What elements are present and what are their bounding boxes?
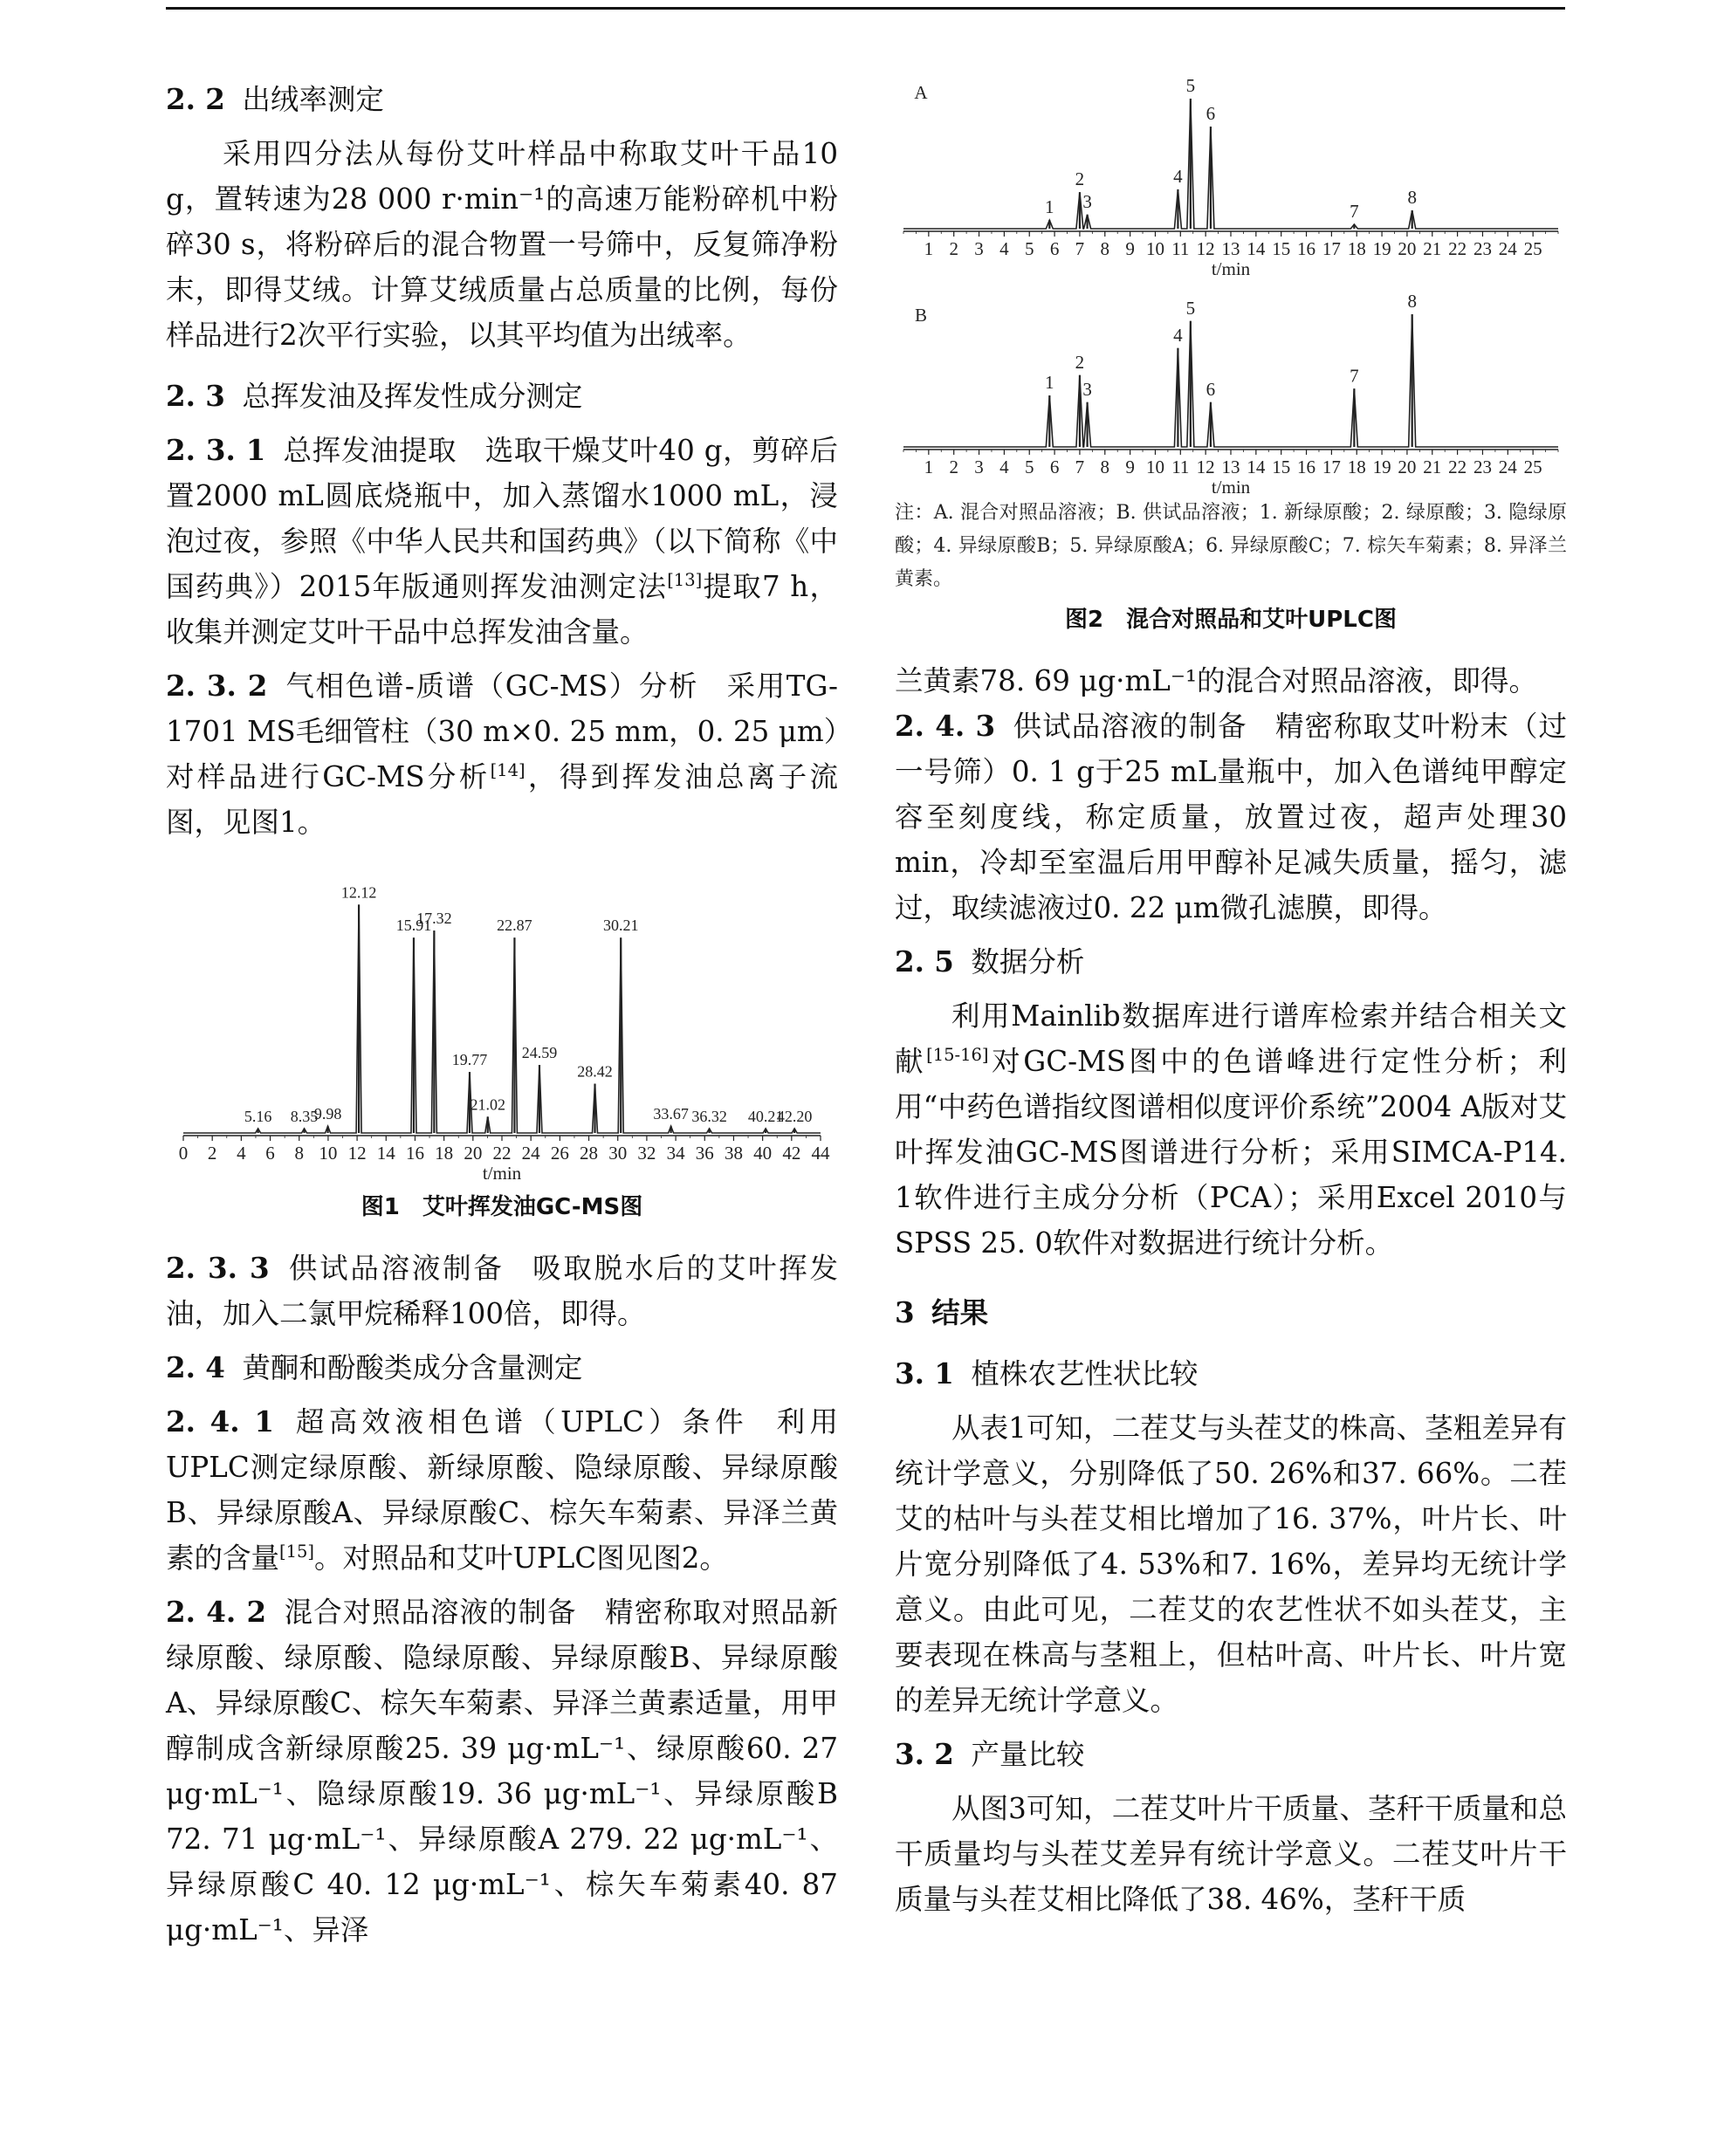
peak-label: 12.12: [340, 883, 377, 902]
right-column: [895, 61, 1567, 1922]
figure-2: [895, 61, 1567, 634]
x-tick-label: 14: [1247, 238, 1266, 259]
peak-label: 7: [1350, 365, 1359, 387]
peak-label: 36.32: [691, 1107, 727, 1125]
x-axis-label: t/min: [1211, 258, 1251, 279]
peak-label: 17.32: [416, 910, 452, 928]
peak-label: 33.67: [653, 1105, 689, 1123]
x-tick-label: 22: [1448, 457, 1467, 477]
x-tick-label: 8: [1100, 457, 1110, 477]
subheading-number: 2. 4. 1: [166, 1404, 274, 1438]
citation: [15-16]: [926, 1045, 989, 1066]
x-tick-label: 16: [1297, 238, 1316, 259]
x-tick-label: 24: [1498, 457, 1517, 477]
paragraph-text: 选取干燥艾叶40 g，剪碎后置2000 mL圆底烧瓶中，加入蒸馏水1000 mL，浸泡过夜，参照《中华人民共和国药典》（以下简称《中国药典》）2015年版通则挥发油测定法: [166, 434, 838, 603]
paragraph-2-3-3: [166, 1246, 838, 1336]
x-tick-label: 22: [492, 1143, 512, 1164]
x-tick-label: 25: [1523, 457, 1542, 477]
citation: [15]: [279, 1541, 315, 1562]
header-rule: [166, 7, 1565, 10]
x-tick-label: 24: [521, 1143, 540, 1164]
heading-number: 3: [895, 1295, 915, 1329]
paragraph-2-2: 采用四分法从每份艾叶样品中称取艾叶干品10 g，置转速为28 000 r·min⁻¹的高速万能粉碎机中粉碎30 s，将粉碎后的混合物置一号筛中，反复筛净粉末，即得艾绒。计算艾绒质量占总质量的比例，每份样品进行2次平行实验，以其平均值为出绒率。: [166, 137, 838, 352]
x-tick-label: 14: [1247, 457, 1266, 477]
x-tick-label: 7: [1075, 457, 1085, 477]
x-tick-label: 4: [999, 457, 1009, 477]
heading-number: 3. 1: [895, 1356, 954, 1390]
subheading-title: 混合对照品溶液的制备: [283, 1596, 577, 1629]
paragraph-2-3-2: [166, 663, 838, 845]
x-tick-label: 6: [265, 1143, 275, 1164]
x-tick-label: 13: [1221, 238, 1240, 259]
x-tick-label: 3: [974, 238, 984, 259]
paragraph-text: 采用TG-1701 MS毛细管柱（30 m×0. 25 mm，0. 25 μm）对样品进行GC-MS分析: [166, 669, 838, 793]
heading-number: 3. 2: [895, 1737, 954, 1771]
x-tick-label: 22: [1448, 238, 1467, 259]
x-tick-label: 36: [695, 1143, 714, 1164]
paragraph-text: 精密称取艾叶粉末（过一号筛）0. 1 g于25 mL量瓶中，加入色谱纯甲醇定容至刻度线，称定质量，放置过夜，超声处理30 min，冷却至室温后用甲醇补足减失质量，摇匀，滤过，取续滤液过0. 22 μm微孔滤膜，即得。: [895, 710, 1567, 924]
paragraph-2-4-3: [895, 704, 1567, 930]
x-tick-label: 6: [1049, 238, 1060, 259]
peak-label: 22.87: [497, 917, 532, 935]
x-axis-label: t/min: [1211, 477, 1251, 493]
uplc-chart-b: [895, 279, 1567, 493]
subheading-number: 2. 4. 2: [166, 1595, 267, 1629]
paragraph-text: ，得到挥发油总离子流图，见图1。: [166, 760, 838, 839]
x-tick-label: 8: [294, 1143, 304, 1164]
x-tick-label: 23: [1473, 238, 1492, 259]
peak-label: 21.02: [470, 1095, 505, 1114]
heading-3-1: [895, 1351, 1567, 1397]
subheading-title: 供试品溶液制备: [286, 1252, 505, 1285]
x-tick-label: 10: [1145, 238, 1164, 259]
heading-title: 结果: [931, 1295, 989, 1329]
x-tick-label: 20: [464, 1143, 483, 1164]
x-tick-label: 11: [1171, 238, 1190, 259]
heading-title: 产量比较: [971, 1738, 1085, 1771]
paragraph-2-5: [895, 993, 1567, 1266]
peak-label: 6: [1206, 103, 1216, 124]
x-tick-label: 19: [1372, 238, 1391, 259]
peak-label: 28.42: [577, 1062, 613, 1081]
x-tick-label: 9: [1125, 457, 1135, 477]
x-tick-label: 7: [1075, 238, 1085, 259]
x-tick-label: 28: [580, 1143, 599, 1164]
x-tick-label: 5: [1024, 457, 1034, 477]
heading-2-4: [166, 1345, 838, 1390]
paragraph-2-4-2-cont: 兰黄素78. 69 μg·mL⁻¹的混合对照品溶液，即得。: [895, 664, 1538, 697]
peak-label: 42.20: [776, 1107, 813, 1125]
subheading-title: 总挥发油提取: [282, 434, 457, 467]
x-tick-label: 12: [1196, 238, 1215, 259]
x-tick-label: 15: [1272, 457, 1291, 477]
x-tick-label: 17: [1322, 238, 1341, 259]
x-tick-label: 40: [753, 1143, 773, 1164]
x-tick-label: 20: [1398, 238, 1417, 259]
heading-number: 2. 3: [166, 379, 225, 413]
x-tick-label: 30: [608, 1143, 628, 1164]
x-tick-label: 3: [974, 457, 984, 477]
paragraph-2-4-1: [166, 1399, 838, 1581]
x-tick-label: 15: [1272, 238, 1291, 259]
peak-label: 8: [1407, 187, 1417, 208]
figure-1-caption: 图1 艾叶挥发油GC-MS图: [361, 1194, 643, 1220]
paragraph-2-3-1: [166, 428, 838, 655]
figure-2-note: 注：A. 混合对照品溶液；B. 供试品溶液；1. 新绿原酸；2. 绿原酸；3. 隐绿原酸；4. 异绿原酸B；5. 异绿原酸A；6. 异绿原酸C；7. 棕矢车菊素；8. 异泽兰黄素。: [895, 502, 1567, 590]
x-tick-label: 9: [1125, 238, 1135, 259]
paragraph-text: 利用UPLC测定绿原酸、新绿原酸、隐绿原酸、异绿原酸B、异绿原酸A、异绿原酸C、棕矢车菊素、异泽兰黄素的含量: [166, 1405, 838, 1575]
x-tick-label: 16: [405, 1143, 424, 1164]
x-tick-label: 32: [637, 1143, 656, 1164]
x-tick-label: 17: [1322, 457, 1341, 477]
panel-label: A: [914, 82, 928, 103]
peak-label: 7: [1350, 201, 1359, 222]
figure-1: [166, 869, 838, 1221]
heading-title: 总挥发油及挥发性成分测定: [242, 380, 583, 413]
peak-label: 3: [1082, 378, 1092, 400]
x-tick-label: 18: [435, 1143, 454, 1164]
peak-label: 15.91: [395, 917, 432, 935]
citation: [13]: [667, 570, 703, 591]
paragraph-3-2: 从图3可知，二茬艾叶片干质量、茎秆干质量和总干质量均与头茬艾差异有统计学意义。二茬艾叶片干质量与头茬艾相比降低了38. 46%，茎秆干质: [895, 1792, 1567, 1916]
peak-label: 19.77: [451, 1051, 488, 1069]
heading-2-5: [895, 939, 1567, 985]
x-tick-label: 2: [949, 457, 958, 477]
peak-label: 2: [1075, 168, 1085, 190]
heading-title: 出绒率测定: [242, 83, 384, 116]
heading-number: 2. 5: [895, 944, 954, 978]
figure-2-caption: 图2 混合对照品和艾叶UPLC图: [1065, 607, 1397, 633]
heading-3: [895, 1290, 1567, 1335]
peak-label: 24.59: [521, 1044, 558, 1061]
gcms-chart: [166, 869, 838, 1184]
left-column: [166, 77, 838, 1953]
heading-2-2: [166, 77, 838, 122]
panel-label: B: [914, 305, 928, 326]
citation: [14]: [490, 760, 525, 781]
heading-2-3: [166, 374, 838, 419]
x-tick-label: 13: [1221, 457, 1240, 477]
x-tick-label: 19: [1372, 457, 1391, 477]
paragraph-text: 吸取脱水后的艾叶挥发油，加入二氯甲烷稀释100倍，即得。: [166, 1252, 838, 1330]
peak-label: 40.21: [747, 1107, 784, 1125]
paragraph-text: 。对照品和艾叶UPLC图见图2。: [314, 1541, 728, 1575]
subheading-number: 2. 3. 3: [166, 1251, 270, 1285]
peak-label: 3: [1082, 190, 1092, 212]
peak-label: 9.98: [313, 1105, 342, 1123]
heading-3-2: [895, 1732, 1567, 1777]
subheading-title: 供试品溶液的制备: [1012, 710, 1247, 743]
trace-line: [903, 99, 1558, 229]
x-tick-label: 23: [1473, 457, 1492, 477]
x-tick-label: 1: [924, 457, 934, 477]
x-tick-label: 24: [1498, 238, 1517, 259]
x-tick-label: 21: [1423, 238, 1442, 259]
peak-label: 6: [1206, 378, 1216, 400]
subheading-number: 2. 3. 1: [166, 433, 266, 467]
x-tick-label: 4: [999, 238, 1009, 259]
x-tick-label: 16: [1297, 457, 1316, 477]
x-tick-label: 42: [782, 1143, 801, 1164]
x-tick-label: 10: [1145, 457, 1164, 477]
heading-title: 植株农艺性状比较: [971, 1357, 1199, 1390]
x-tick-label: 11: [1171, 457, 1190, 477]
peak-label: 4: [1173, 324, 1183, 346]
paragraph-text: 对GC-MS图中的色谱峰进行定性分析；利用“中药色谱指纹图谱相似度评价系统”2004 A版对艾叶挥发油GC-MS图谱进行分析；采用SIMCA-P14. 1软件进行主成分分析（PCA）；采用Excel 2010与SPSS 25. 0软件对数据进行统计分析。: [895, 1045, 1567, 1260]
x-tick-label: 34: [666, 1143, 685, 1164]
x-tick-label: 20: [1398, 457, 1417, 477]
heading-number: 2. 2: [166, 82, 225, 116]
x-tick-label: 25: [1523, 238, 1542, 259]
subheading-number: 2. 3. 2: [166, 669, 268, 703]
x-tick-label: 8: [1100, 238, 1110, 259]
x-tick-label: 6: [1049, 457, 1060, 477]
x-tick-label: 21: [1423, 457, 1442, 477]
subheading-title: 气相色谱-质谱（GC-MS）分析: [284, 669, 699, 703]
peak-label: 2: [1075, 351, 1085, 373]
peak-label: 30.21: [602, 917, 639, 935]
peak-label: 5.16: [244, 1107, 272, 1125]
x-tick-label: 44: [811, 1143, 830, 1164]
peak-label: 1: [1045, 196, 1054, 218]
x-tick-label: 10: [319, 1143, 338, 1164]
x-tick-label: 0: [178, 1143, 189, 1164]
uplc-chart-a: [895, 61, 1567, 279]
subheading-number: 2. 4. 3: [895, 709, 996, 743]
x-tick-label: 12: [347, 1143, 367, 1164]
x-tick-label: 5: [1024, 238, 1034, 259]
x-tick-label: 14: [376, 1143, 395, 1164]
x-axis-label: t/min: [482, 1163, 522, 1184]
peak-label: 8: [1407, 291, 1417, 312]
paragraph-text: 提取7 h，收集并测定艾叶干品中总挥发油含量。: [166, 570, 838, 649]
heading-number: 2. 4: [166, 1350, 225, 1384]
paragraph-text: 精密称取对照品新绿原酸、绿原酸、隐绿原酸、异绿原酸B、异绿原酸A、异绿原酸C、棕矢车菊素、异泽兰黄素适量，用甲醇制成含新绿原酸25. 39 μg·mL⁻¹、绿原酸60. 27 μg·mL⁻¹、隐绿原酸19. 36 μg·mL⁻¹、异绿原酸B 72. 71 μg·mL⁻¹、异绿原酸A 279. 22 μg·mL⁻¹、异绿原酸C 40. 12 μg·mL⁻¹、棕矢车菊素40. 87 μg·mL⁻¹、异泽: [166, 1596, 838, 1947]
x-tick-label: 4: [237, 1143, 246, 1164]
heading-title: 数据分析: [971, 945, 1085, 978]
x-tick-label: 2: [207, 1143, 217, 1164]
peak-label: 5: [1185, 75, 1196, 96]
trace-line: [903, 314, 1558, 447]
x-tick-label: 26: [550, 1143, 569, 1164]
heading-title: 黄酮和酚酸类成分含量测定: [242, 1351, 583, 1384]
subheading-title: 超高效液相色谱（UPLC）条件: [291, 1405, 749, 1438]
x-tick-label: 2: [949, 238, 958, 259]
peak-label: 1: [1045, 372, 1054, 393]
paragraph-2-4-2: [166, 1590, 838, 1953]
x-tick-label: 12: [1196, 457, 1215, 477]
x-tick-label: 18: [1347, 238, 1366, 259]
peak-label: 5: [1185, 297, 1196, 319]
x-tick-label: 1: [924, 238, 934, 259]
x-tick-label: 18: [1347, 457, 1366, 477]
x-tick-label: 38: [724, 1143, 743, 1164]
paragraph-3-1: 从表1可知，二茬艾与头茬艾的株高、茎粗差异有统计学意义，分别降低了50. 26%和37. 66%。二茬艾的枯叶与头茬艾相比增加了16. 37%，叶片长、叶片宽分别降低了4. 53%和7. 16%，差异均无统计学意义。由此可见，二茬艾的农艺性状不如头茬艾，主要表现在株高与茎粗上，但枯叶高、叶片长、叶片宽的差异无统计学意义。: [895, 1411, 1567, 1717]
peak-label: 8.35: [290, 1107, 319, 1125]
peak-label: 4: [1173, 166, 1183, 187]
paragraph-text: 利用Mainlib数据库进行谱库检索并结合相关文献: [895, 999, 1567, 1078]
